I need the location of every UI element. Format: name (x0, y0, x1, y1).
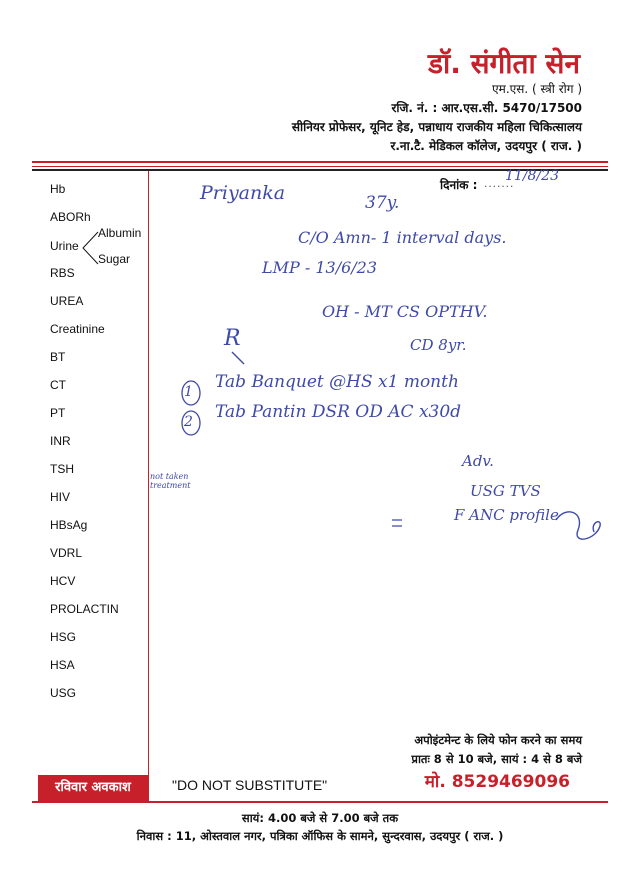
doctor-designation: सीनियर प्रोफेसर, यूनिट हेड, पन्नाधाय राजकीय महिला चिकित्सालय (291, 120, 582, 134)
advice-profile: F ANC profile (454, 506, 559, 524)
date-label: दिनांक : (440, 178, 478, 192)
test-item-hsa: HSA (50, 658, 75, 672)
patient-age: 37y. (365, 193, 400, 213)
advice-usg: USG TVS (470, 482, 541, 500)
test-item-sugar: Sugar (98, 252, 131, 266)
signature-icon (556, 512, 600, 539)
test-item-vdrl: VDRL (50, 546, 83, 560)
test-item-bt: BT (50, 350, 66, 364)
obstetric-history: OH - MT CS OPTHV. (322, 302, 488, 321)
evening-hours: सायं: 4.00 बजे से 7.00 बजे तक (241, 811, 399, 825)
lmp-note: LMP - 13/6/23 (262, 258, 378, 277)
registration-number: रजि. नं. : आर.एस.सी. 5470/17500 (391, 101, 582, 115)
advice-label: Adv. (462, 452, 494, 470)
test-item-hsg: HSG (50, 630, 77, 644)
rx-tail-icon (232, 352, 244, 364)
phone-number[interactable]: मो. 8529469096 (424, 772, 570, 792)
handwritten-date: 11/8/23 (505, 168, 559, 184)
test-item-urine: Urine (50, 239, 79, 253)
test-item-aborh: ABORh (50, 210, 91, 224)
appointment-note: अपोइंटमेन्ट के लिये फोन करने का समय (414, 733, 582, 747)
rx2-number: 2 (184, 414, 193, 430)
patient-name: Priyanka (200, 182, 286, 204)
rx2-circle-icon (182, 411, 200, 435)
date-field: ....... (484, 176, 515, 190)
margin-note: not taken treatment (150, 472, 191, 490)
test-item-albumin: Albumin (98, 226, 142, 240)
appointment-timings: प्रातः 8 से 10 बजे, सायं : 4 से 8 बजे (411, 752, 582, 766)
test-item-creatinine: Creatinine (50, 322, 105, 336)
rx1-medication: Tab Banquet @HS x1 month (215, 372, 459, 392)
test-item-hbsag: HBsAg (50, 518, 88, 532)
test-item-pt: PT (50, 406, 66, 420)
do-not-substitute: "DO NOT SUBSTITUTE" (172, 777, 328, 793)
test-item-prolactin: PROLACTIN (50, 602, 119, 616)
test-item-urea: UREA (50, 294, 84, 308)
residence-address: निवास : 11, ओस्तवाल नगर, पत्रिका ऑफिस के सामने, सुन्दरवास, उदयपुर ( राज. ) (136, 829, 504, 843)
test-item-ct: CT (50, 378, 66, 392)
chief-complaint: C/O Amn- 1 interval days. (298, 228, 507, 247)
advice-bullet-icon (392, 520, 402, 526)
test-item-tsh: TSH (50, 462, 74, 476)
test-item-inr: INR (50, 434, 71, 448)
history-note: CD 8yr. (410, 336, 467, 354)
sunday-holiday-badge: रविवार अवकाश (38, 775, 148, 801)
test-item-usg: USG (50, 686, 77, 700)
medical-college: र.ना.टै. मेडिकल कॉलेज, उदयपुर ( राज. ) (390, 139, 582, 153)
rx-symbol: R (224, 326, 241, 351)
doctor-degree: एम.एस. ( स्त्री रोग ) (492, 82, 582, 96)
test-item-hcv: HCV (50, 574, 76, 588)
rx1-number: 1 (184, 384, 193, 400)
test-item-rbs: RBS (50, 266, 75, 280)
test-item-hiv: HIV (50, 490, 71, 504)
doctor-name: डॉ. संगीता सेन (428, 47, 580, 80)
rx1-circle-icon (182, 381, 200, 405)
rx2-medication: Tab Pantin DSR OD AC x30d (215, 402, 462, 422)
test-item-hb: Hb (50, 182, 66, 196)
